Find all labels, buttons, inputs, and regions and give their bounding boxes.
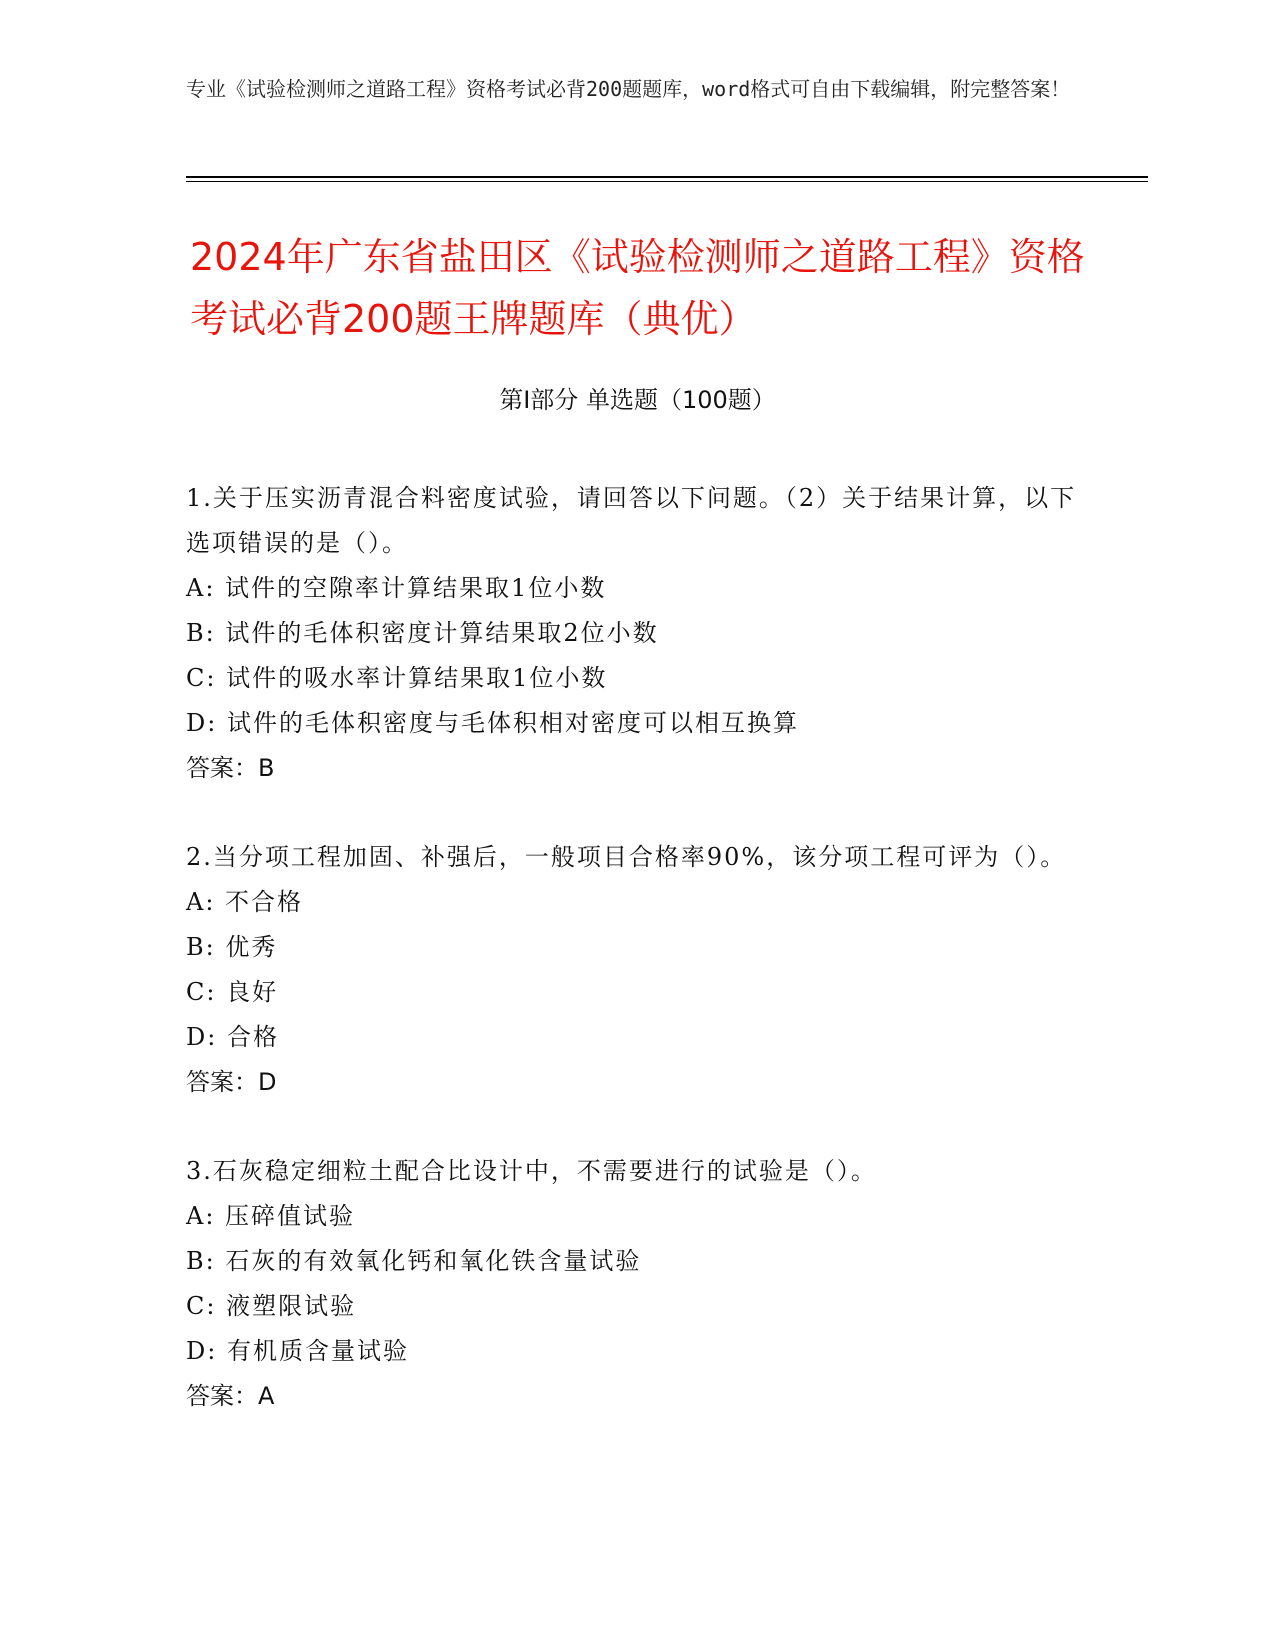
answer: 答案：D: [186, 1068, 277, 1096]
option-d: D: 试件的毛体积密度与毛体积相对密度可以相互换算: [186, 709, 799, 737]
answer: 答案：B: [186, 754, 275, 782]
question-stem: 3.石灰稳定细粒土配合比设计中，不需要进行的试验是（）。: [186, 1157, 877, 1185]
question-2: [186, 835, 1086, 1105]
header-rule-thick: [186, 176, 1148, 178]
document-title: 2024年广东省盐田区《试验检测师之道路工程》资格考试必背200题王牌题库（典优）: [190, 235, 1085, 341]
option-a: A: 不合格: [186, 888, 304, 916]
section-heading: 第I部分 单选题（100题）: [499, 386, 776, 414]
option-d: D: 合格: [186, 1023, 279, 1051]
question-1: [186, 476, 1086, 791]
answer: 答案：A: [186, 1382, 275, 1410]
option-b: B: 试件的毛体积密度计算结果取2位小数: [186, 619, 659, 647]
option-c: C: 试件的吸水率计算结果取1位小数: [186, 664, 608, 692]
option-c: C: 液塑限试验: [186, 1292, 357, 1320]
option-b: B: 优秀: [186, 933, 278, 961]
option-d: D: 有机质含量试验: [186, 1337, 409, 1365]
header-note: 专业《试验检测师之道路工程》资格考试必背200题题库，word格式可自由下载编辑，附完整答案！: [186, 77, 1071, 101]
option-a: A: 试件的空隙率计算结果取1位小数: [186, 574, 607, 602]
question-3: [186, 1149, 1086, 1419]
question-stem: 1.关于压实沥青混合料密度试验，请回答以下问题。（2）关于结果计算，以下选项错误的是（）。: [186, 484, 1077, 557]
option-a: A: 压碎值试验: [186, 1202, 356, 1230]
question-stem: 2.当分项工程加固、补强后，一般项目合格率90%，该分项工程可评为（）。: [186, 843, 1067, 871]
header-rule-thin: [186, 181, 1148, 182]
question-list: [186, 476, 1086, 1463]
option-c: C: 良好: [186, 978, 279, 1006]
option-b: B: 石灰的有效氧化钙和氧化铁含量试验: [186, 1247, 642, 1275]
